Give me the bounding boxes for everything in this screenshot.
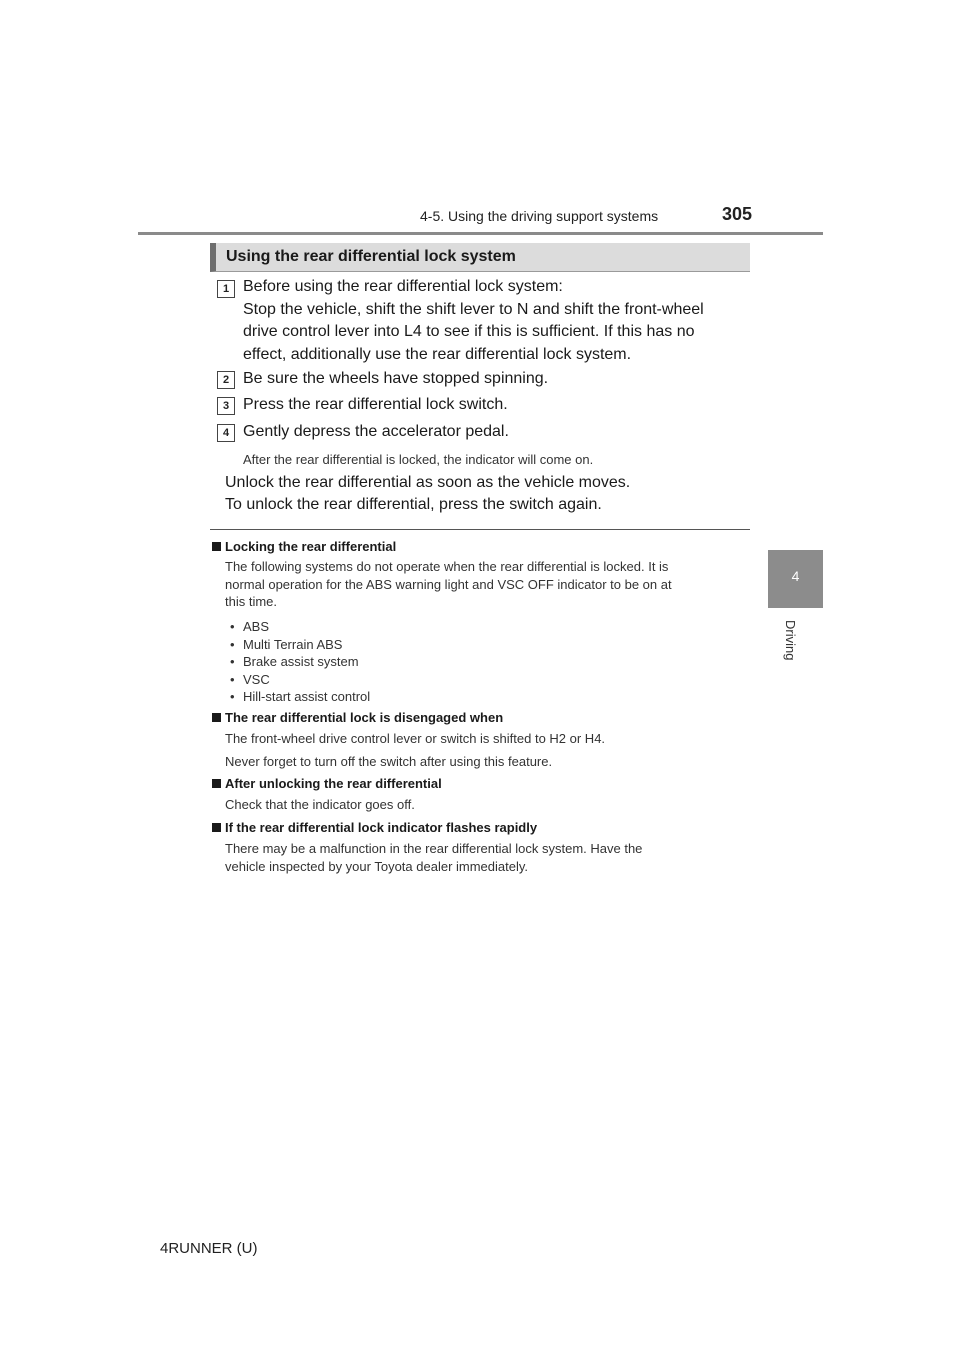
step-1-line: drive control lever into L4 to see if this is sufficient. If this has no <box>243 323 695 340</box>
note-paragraph: Check that the indicator goes off. <box>225 797 415 812</box>
note-heading <box>212 539 396 554</box>
step-4-note: After the rear differential is locked, the indicator will come on. <box>243 452 594 467</box>
note-body <box>225 558 745 611</box>
note-heading-text: The rear differential lock is disengaged when <box>225 710 504 725</box>
square-bullet-icon <box>212 713 221 722</box>
note-body <box>225 840 745 875</box>
note-heading <box>212 710 503 725</box>
note-paragraph: The front-wheel drive control lever or switch is shifted to H2 or H4. <box>225 731 606 746</box>
list-item: • Hill-start assist control <box>230 688 370 706</box>
unlock-line: Unlock the rear differential as soon as the vehicle moves. <box>225 474 631 491</box>
list-item: • Multi Terrain ABS <box>230 636 370 654</box>
running-header-section: 4-5. Using the driving support systems <box>420 208 659 224</box>
note-heading-text: Locking the rear differential <box>225 539 397 554</box>
section-heading-text: Using the rear differential lock system <box>226 248 516 265</box>
unlock-line: To unlock the rear differential, press the switch again. <box>225 496 602 513</box>
step-4-text: Gently depress the accelerator pedal. <box>243 423 509 440</box>
note-line: vehicle inspected by your Toyota dealer immediately. <box>225 858 529 874</box>
note-heading <box>212 820 537 835</box>
footer-model: 4RUNNER (U) <box>160 1240 258 1257</box>
chapter-label: Driving <box>783 620 798 661</box>
step-number-box: 3 <box>217 397 235 415</box>
list-item: • ABS <box>230 618 370 636</box>
step-2-text: Be sure the wheels have stopped spinning. <box>243 370 549 387</box>
step-1-text <box>243 276 746 366</box>
list-item: • VSC <box>230 671 370 689</box>
square-bullet-icon <box>212 823 221 832</box>
list-item: • Brake assist system <box>230 653 370 671</box>
disabled-systems-list <box>230 618 370 706</box>
step-number-box: 4 <box>217 424 235 442</box>
step-3-text: Press the rear differential lock switch. <box>243 396 508 413</box>
note-heading <box>212 776 442 791</box>
step-1-line: effect, additionally use the rear differential lock system. <box>243 345 632 363</box>
step-1-line: Before using the rear differential lock system: <box>243 278 563 295</box>
square-bullet-icon <box>212 779 221 788</box>
note-line: There may be a malfunction in the rear differential lock system. Have the <box>225 841 643 856</box>
chapter-tab-number: 4 <box>791 568 800 584</box>
note-line: The following systems do not operate when the rear differential is locked. It is <box>225 559 669 574</box>
note-heading-text: If the rear differential lock indicator flashes rapidly <box>225 820 538 835</box>
header-rule <box>138 232 823 235</box>
note-paragraph: Never forget to turn off the switch after using this feature. <box>225 754 553 769</box>
note-heading-text: After unlocking the rear differential <box>225 776 442 791</box>
section-divider <box>210 529 750 530</box>
step-number-box: 2 <box>217 371 235 389</box>
section-heading <box>210 243 750 272</box>
note-line: this time. <box>225 594 278 609</box>
page-number: 305 <box>722 204 753 224</box>
step-number-box: 1 <box>217 280 235 298</box>
chapter-tab <box>768 550 823 608</box>
square-bullet-icon <box>212 542 221 551</box>
note-line: normal operation for the ABS warning light and VSC OFF indicator to be on at <box>225 576 672 592</box>
step-1-line: Stop the vehicle, shift the shift lever to N and shift the front-wheel <box>243 300 704 318</box>
